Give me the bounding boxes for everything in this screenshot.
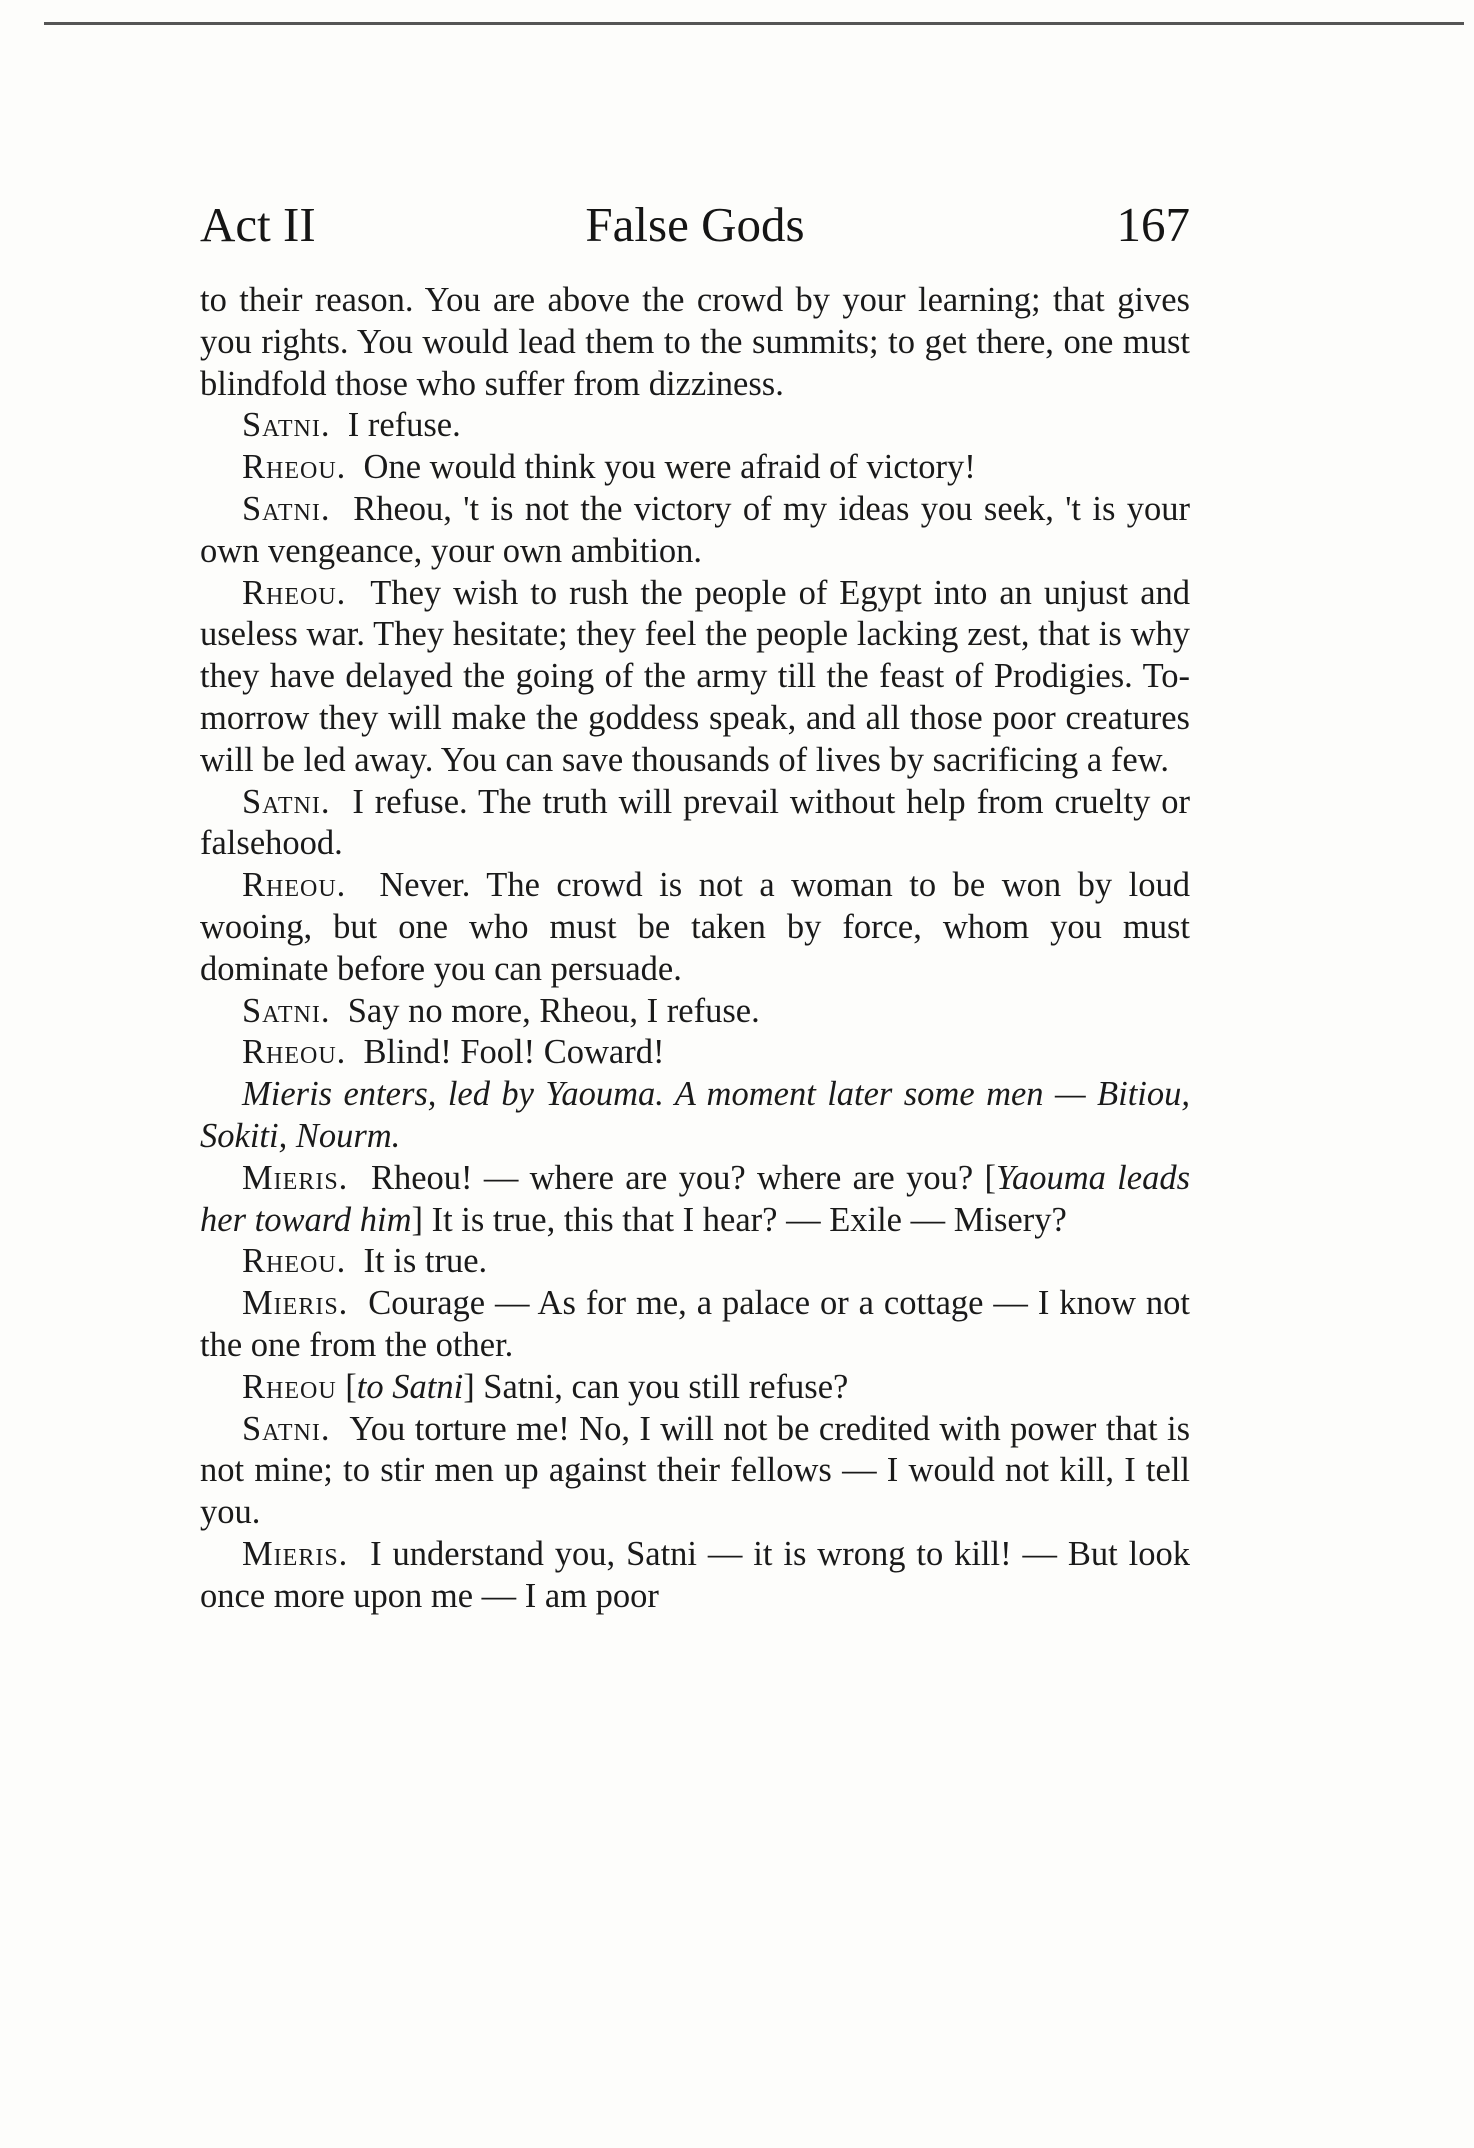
text-paragraph: to their reason. You are above the crowd by your learning; that gives you rights. You would lead them to the summits; to get there, one must blindfold those who suffer from dizziness.	[200, 281, 1190, 403]
dialogue-text: I understand you, Satni — it is wrong to kill! — But look once more upon me — I am poor	[200, 1534, 1190, 1615]
dialogue-text: You torture me! No, I will not be credited with power that is not mine; to stir men up against their fellows — I would not kill, I tell you.	[200, 1409, 1190, 1532]
act-label: Act II	[200, 197, 316, 252]
dialogue-text: It is true.	[363, 1242, 488, 1281]
dialogue-text: Blind! Fool! Coward!	[363, 1033, 665, 1072]
speaker-name: Rheou.	[242, 866, 347, 905]
speaker-name: Mieris.	[242, 1534, 349, 1573]
dialogue-line: Mieris. Rheou! — where are you? where are you? [Yaouma leads her toward him] It is true, this that I hear? — Exile — Misery?	[200, 1158, 1191, 1239]
dialogue-line	[200, 489, 1190, 573]
speaker-name: Rheou.	[242, 448, 347, 487]
dialogue-line	[200, 1283, 1190, 1367]
speaker-name: Mieris.	[242, 1158, 349, 1197]
dialogue-line	[200, 865, 1190, 990]
dialogue-text: Say no more, Rheou, I refuse.	[347, 991, 760, 1030]
dialogue-line	[200, 447, 1190, 489]
page-body	[200, 280, 1190, 1618]
dialogue-line	[200, 991, 1190, 1033]
inline-stage-direction: Yaouma leads her toward him	[200, 1158, 1191, 1239]
speaker-name: Rheou.	[242, 573, 347, 612]
speaker-name: Satni.	[242, 489, 331, 528]
dialogue-text: One would think you were afraid of victory!	[363, 448, 976, 487]
dialogue-text: Never. The crowd is not a woman to be won by loud wooing, but one who must be taken by force, whom you must dominate before you can persuade.	[200, 866, 1191, 988]
dialogue-text: I refuse.	[347, 406, 461, 445]
dialogue-text: Courage — As for me, a palace or a cottage — I know not the one from the other.	[200, 1284, 1190, 1364]
speaker-name: Satni.	[242, 1409, 331, 1448]
dialogue-text: Rheou, 't is not the victory of my ideas you seek, 't is your own vengeance, your own ambition.	[200, 489, 1190, 570]
dialogue-text: I refuse. The truth will prevail without help from cruelty or falsehood.	[200, 782, 1190, 863]
dialogue-line	[200, 1032, 1190, 1074]
speaker-name: Mieris.	[242, 1284, 349, 1323]
page-number: 167	[1116, 197, 1190, 252]
play-title: False Gods	[585, 197, 805, 252]
dialogue-line	[200, 573, 1190, 782]
speaker-name: Satni.	[242, 782, 331, 821]
speaker-name: Rheou	[242, 1367, 337, 1406]
dialogue-line	[200, 782, 1190, 866]
speaker-name: Rheou.	[242, 1033, 347, 1072]
dialogue-line	[200, 405, 1190, 447]
speaker-name: Satni.	[242, 406, 331, 445]
stage-direction: Mieris enters, led by Yaouma. A moment later some men — Bitiou, Sokiti, Nourm.	[200, 1075, 1190, 1155]
dialogue-line	[200, 1409, 1190, 1534]
speaker-name: Satni.	[242, 991, 331, 1030]
inline-stage-direction: to Satni	[356, 1367, 464, 1406]
dialogue-line	[200, 1534, 1190, 1618]
speaker-name: Rheou.	[242, 1242, 347, 1281]
dialogue-text: They wish to rush the people of Egypt into an unjust and useless war. They hesitate; they feel the people lacking zest, that is why they have delayed the going of the army till the feast of Prodigies. To-morrow they will make the goddess speak, and all those poor creatures will be led away. You can save thousands of lives by sacrificing a few.	[200, 573, 1191, 779]
top-rule	[44, 22, 1464, 25]
running-header	[200, 190, 1190, 260]
dialogue-line	[200, 1241, 1190, 1283]
dialogue-line: Rheou [to Satni] Satni, can you still refuse?	[242, 1367, 849, 1406]
